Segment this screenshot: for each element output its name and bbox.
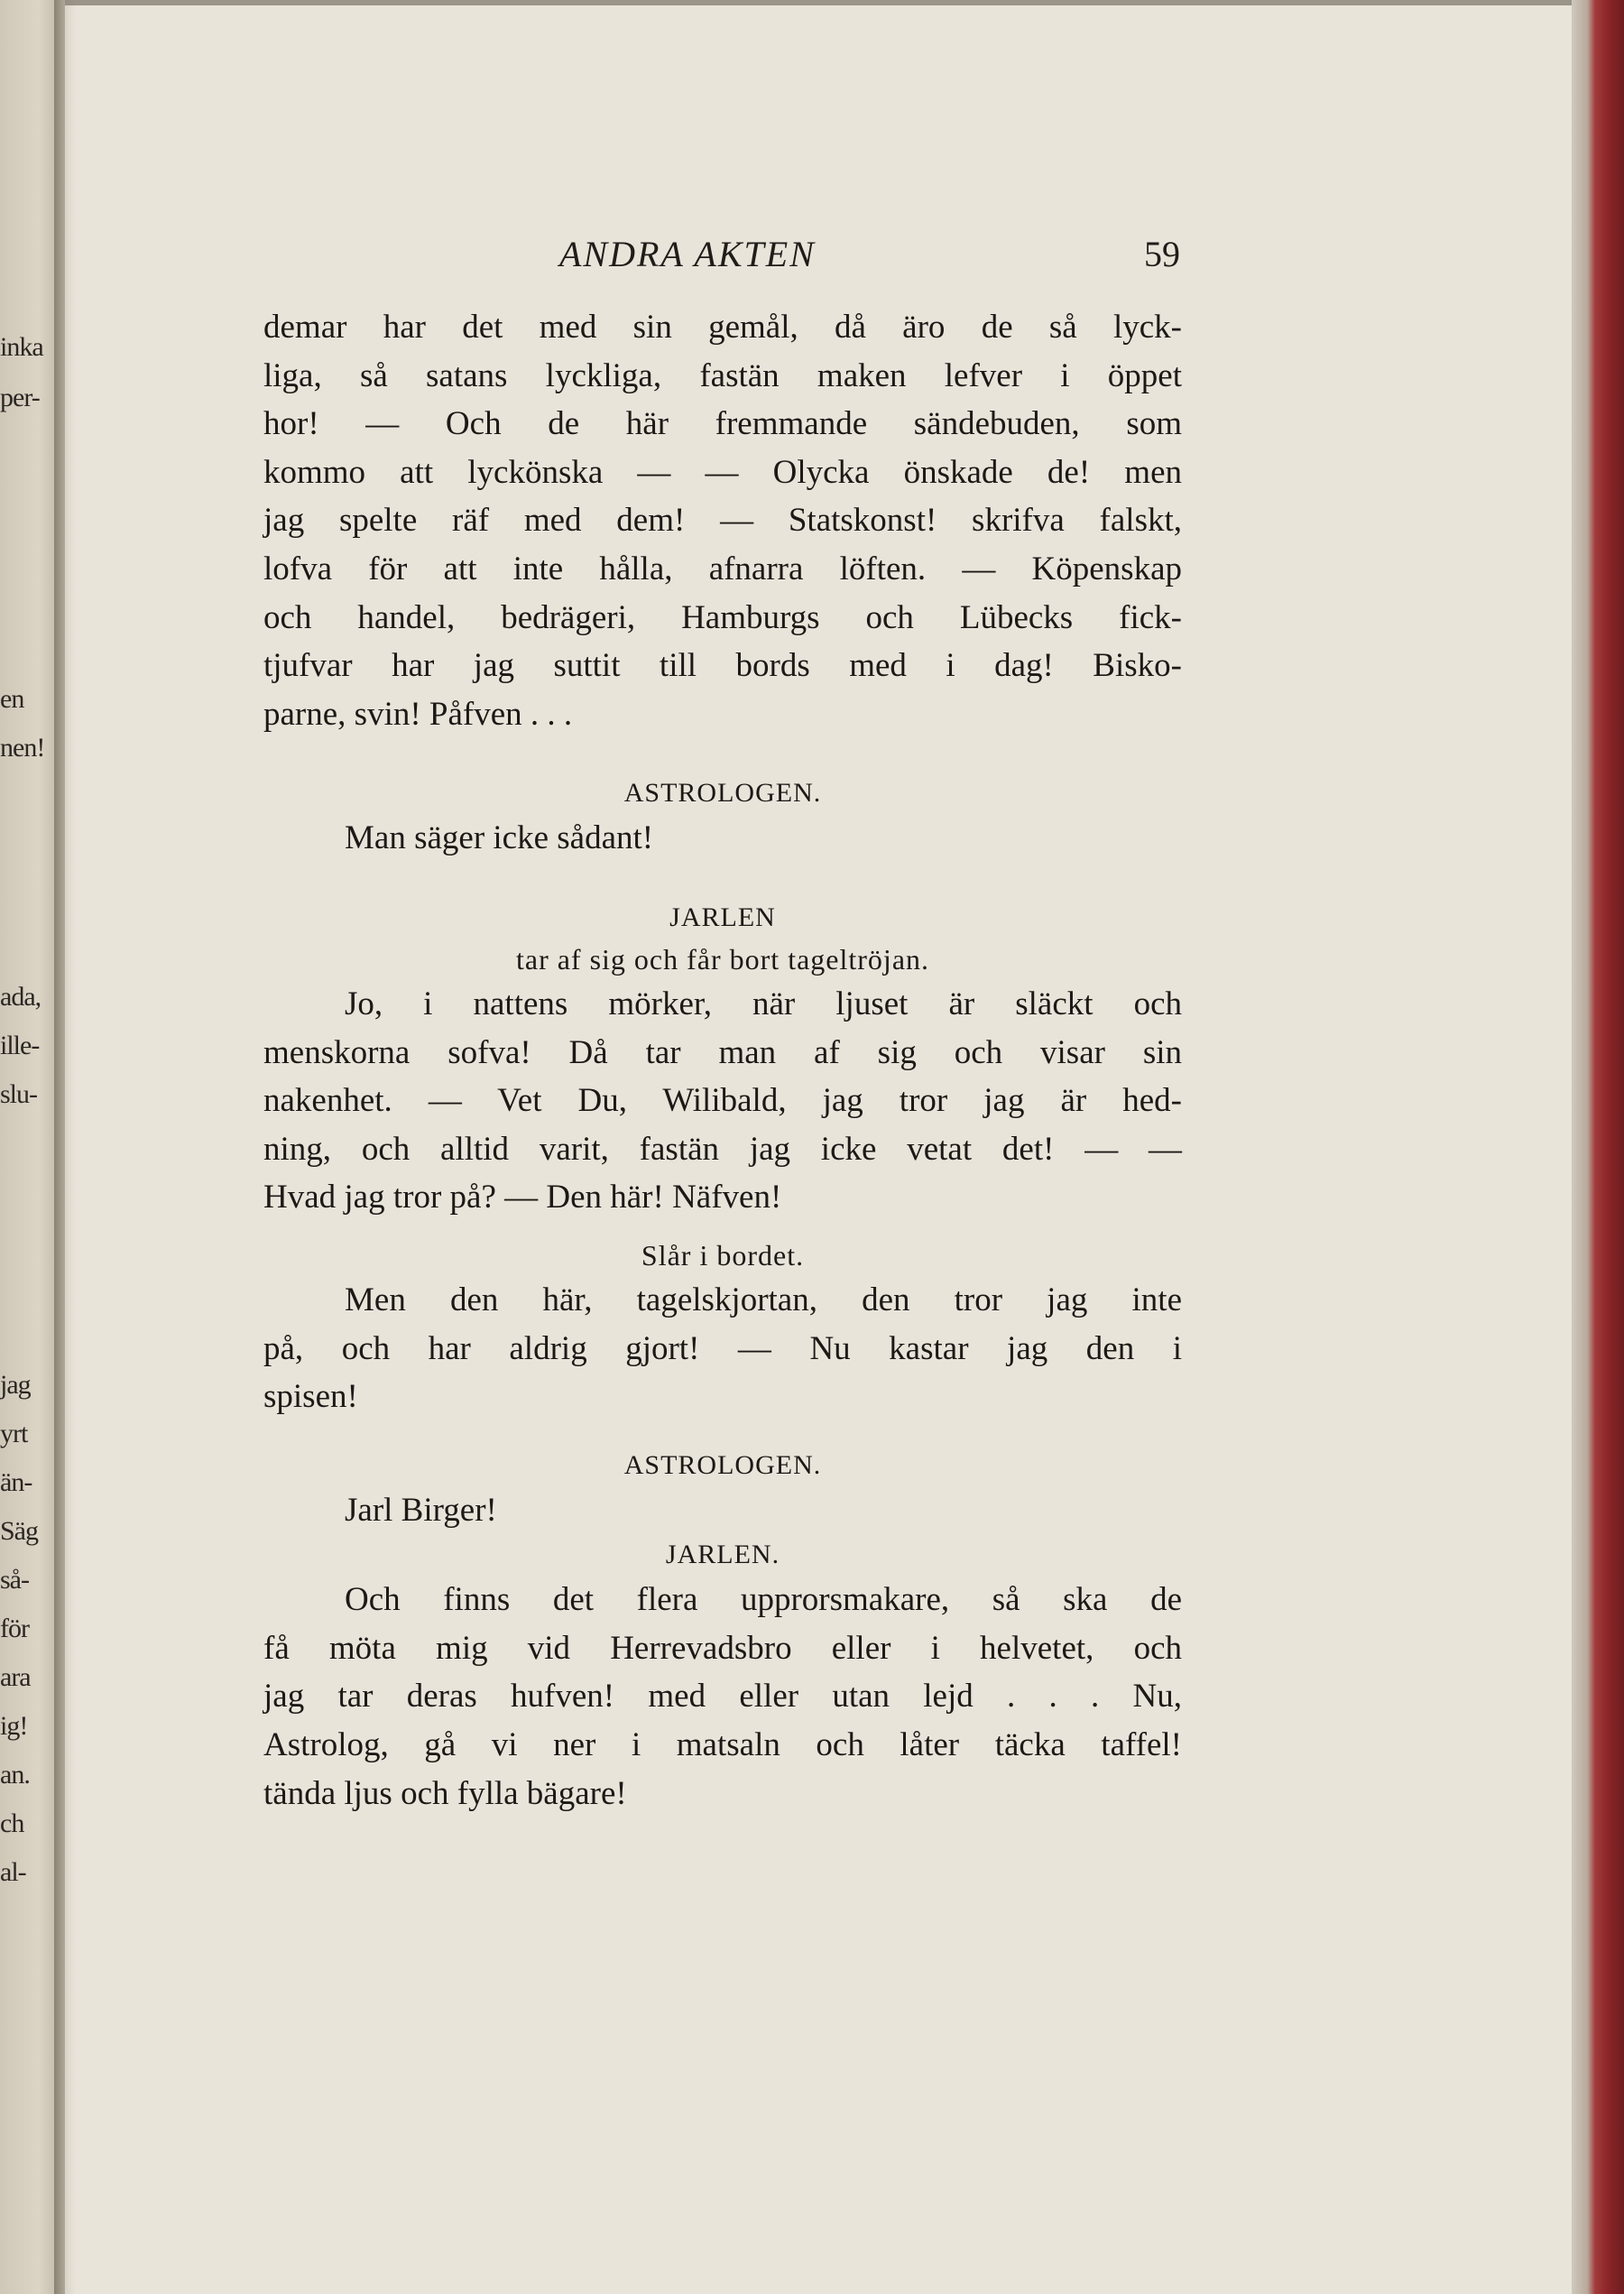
running-head: ANDRA AKTEN bbox=[559, 234, 816, 274]
margin-fragment: slu- bbox=[0, 1079, 37, 1109]
margin-fragment: ara bbox=[0, 1662, 31, 1692]
margin-fragment: en bbox=[0, 684, 24, 714]
text-line: liga, så satans lyckliga, fastän maken lefver i öppet bbox=[263, 356, 1182, 394]
margin-fragment: jag bbox=[0, 1370, 31, 1400]
stage-direction: tar af sig och får bort tageltröjan. bbox=[515, 942, 930, 976]
text-line: tjufvar har jag suttit till bords med i dag! Bisko- bbox=[263, 647, 1182, 685]
text-block bbox=[263, 303, 1182, 1818]
text-line: jag tar deras hufven! med eller utan lejd . . . Nu, bbox=[263, 1678, 1182, 1716]
page-number: 59 bbox=[1144, 234, 1180, 274]
text-line: på, och har aldrig gjort! — Nu kastar jag den i bbox=[263, 1329, 1182, 1367]
book-gutter bbox=[54, 0, 76, 2294]
paragraph-4 bbox=[263, 1576, 1182, 1818]
text-line: jag spelte räf med dem! — Statskonst! skrifva falskt, bbox=[263, 502, 1182, 540]
stage-direction: Slår i bordet. bbox=[641, 1238, 805, 1272]
margin-fragment: ig! bbox=[0, 1711, 28, 1741]
text-line: menskorna sofva! Då tar man af sig och visar sin bbox=[263, 1033, 1182, 1071]
text-line: Jo, i nattens mörker, när ljuset är släckt och bbox=[345, 985, 1182, 1022]
paragraph-3 bbox=[263, 1276, 1182, 1421]
text-line: kommo att lyckönska — — Olycka önskade de! men bbox=[263, 453, 1182, 491]
text-line: lofva för att inte hålla, afnarra löften. — Köpenskap bbox=[263, 550, 1182, 587]
paragraph-2 bbox=[263, 980, 1182, 1222]
book-cover-edge bbox=[1572, 0, 1624, 2294]
margin-fragment: inka bbox=[0, 332, 43, 362]
speaker-name: JARLEN. bbox=[665, 1540, 780, 1570]
text-line: och handel, bedrägeri, Hamburgs och Lübecks fick- bbox=[263, 598, 1182, 636]
margin-fragment: ch bbox=[0, 1808, 24, 1838]
margin-fragment: al- bbox=[0, 1857, 26, 1887]
text-line: demar har det med sin gemål, då äro de så lyck- bbox=[263, 309, 1182, 346]
text-line: tända ljus och fylla bägare! bbox=[263, 1774, 627, 1812]
speaker-name: ASTROLOGEN. bbox=[623, 1449, 822, 1480]
text-line: Astrolog, gå vi ner i matsaln och låter täcka taffel! bbox=[263, 1726, 1182, 1764]
text-line: spisen! bbox=[263, 1378, 358, 1416]
page-header bbox=[65, 233, 1572, 280]
margin-fragment: än- bbox=[0, 1467, 32, 1497]
dialogue-line: Man säger icke sådant! bbox=[345, 819, 654, 857]
text-line: Men den här, tagelskjortan, den tror jag inte bbox=[345, 1281, 1182, 1318]
margin-fragment: Säg bbox=[0, 1516, 38, 1546]
text-line: ning, och alltid varit, fastän jag icke vetat det! — — bbox=[263, 1130, 1182, 1168]
page-top-edge bbox=[65, 0, 1572, 5]
paragraph-1 bbox=[263, 303, 1182, 738]
speaker-name: ASTROLOGEN. bbox=[623, 778, 822, 809]
text-line: få möta mig vid Herrevadsbro eller i helvetet, och bbox=[263, 1629, 1182, 1667]
margin-fragment: ille- bbox=[0, 1031, 40, 1060]
margin-fragment: yrt bbox=[0, 1419, 28, 1448]
margin-fragment: ada, bbox=[0, 982, 42, 1012]
speaker-name: JARLEN bbox=[669, 902, 776, 932]
dialogue-line: Jarl Birger! bbox=[345, 1491, 497, 1529]
margin-fragment: an. bbox=[0, 1760, 30, 1790]
text-line: hor! — Och de här fremmande sändebuden, som bbox=[263, 405, 1182, 443]
margin-fragment: för bbox=[0, 1614, 29, 1643]
text-line: Hvad jag tror på? — Den här! Näfven! bbox=[263, 1179, 782, 1216]
margin-fragment: nen! bbox=[0, 733, 45, 763]
margin-fragment: per- bbox=[0, 383, 40, 412]
text-line: Och finns det flera upprorsmakare, så ska de bbox=[345, 1581, 1182, 1619]
margin-fragment: så- bbox=[0, 1565, 29, 1595]
text-line: parne, svin! Påfven . . . bbox=[263, 695, 573, 733]
text-line: nakenhet. — Vet Du, Wilibald, jag tror jag är hed- bbox=[263, 1082, 1182, 1120]
